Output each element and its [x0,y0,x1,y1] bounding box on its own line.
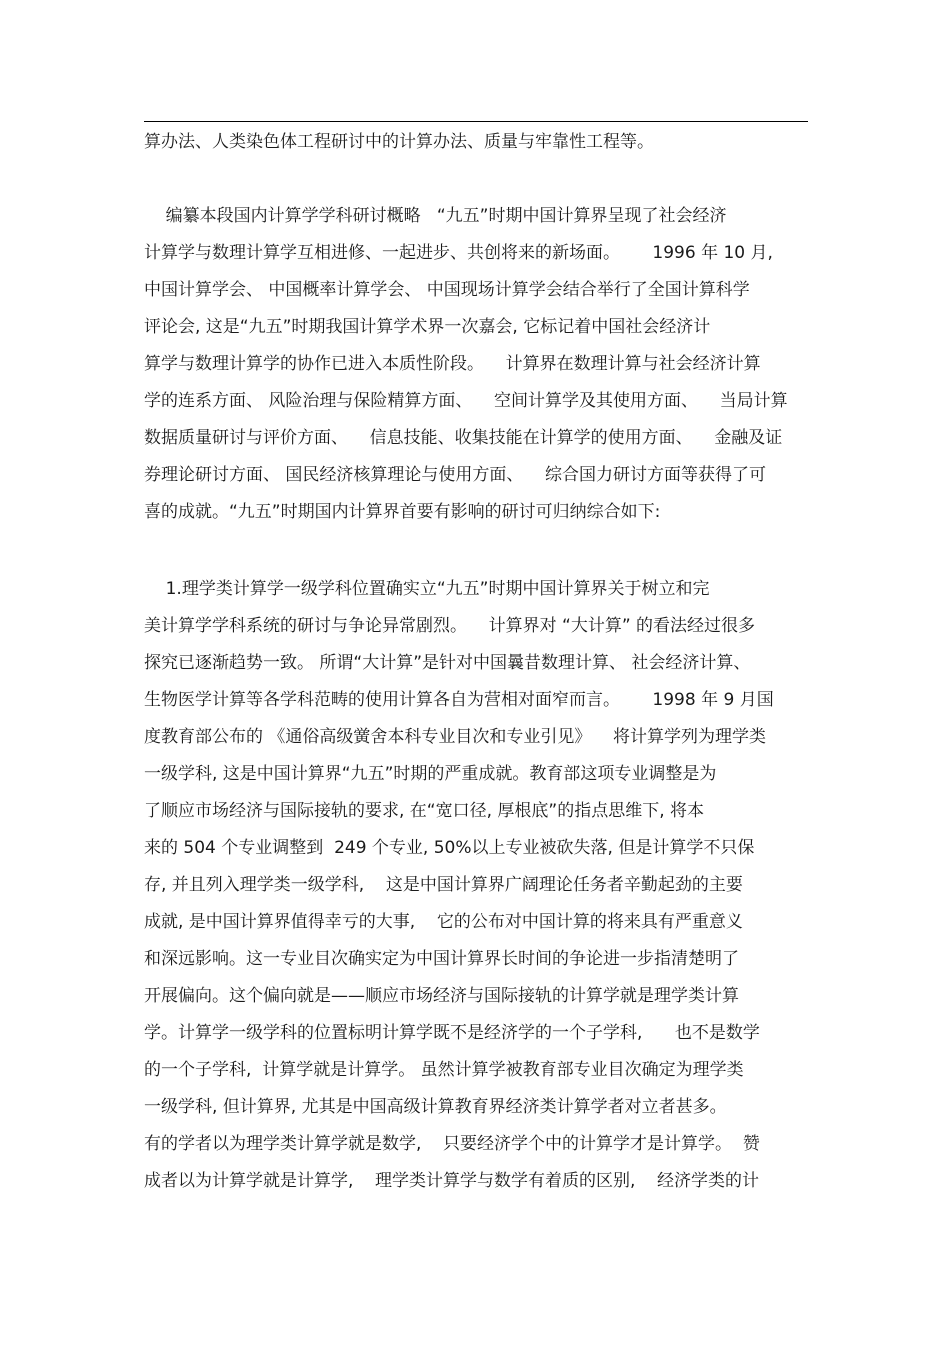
text-line: 有的学者以为理学类计算学就是数学, 只要经济学个中的计算学才是计算学。 赞 [144,1134,760,1154]
text-line: 美计算学学科系统的研讨与争论异常剧烈。 计算界对 “大计算” 的看法经过很多 [144,616,756,636]
text-line: 评论会, 这是“九五”时期我国计算学术界一次嘉会, 它标记着中国社会经济计 [144,317,711,337]
text-line: 一级学科, 这是中国计算界“九五”时期的严重成就。教育部这项专业调整是为 [144,764,717,784]
text-line: 学的连系方面、 风险治理与保险精算方面、 空间计算学及其使用方面、 当局计算 [144,391,788,411]
text-line: 成者以为计算学就是计算学, 理学类计算学与数学有着质的区别, 经济学类的计 [144,1171,760,1191]
header-rule [144,121,808,122]
text-line: 度教育部公布的 《通俗高级黉舍本科专业目次和专业引见》 将计算学列为理学类 [144,727,767,747]
text-line: 一级学科, 但计算界, 尤其是中国高级计算教育界经济类计算学者对立者甚多。 [144,1097,727,1117]
text-line: 喜的成就。“九五”时期国内计算界首要有影响的研讨可归纳综合如下: [144,502,661,522]
text-line: 开展偏向。这个偏向就是——顺应市场经济与国际接轨的计算学就是理学类计算 [144,986,739,1006]
text-line: 算学与数理计算学的协作已进入本质性阶段。 计算界在数理计算与社会经济计算 [144,354,761,374]
text-line: 存, 并且列入理学类一级学科, 这是中国计算界广阔理论任务者辛勤起劲的主要 [144,875,743,895]
text-line: 计算学与数理计算学互相进修、一起进步、共创将来的新场面。 1996 年 10 月, [144,243,773,263]
text-line: 成就, 是中国计算界值得幸亏的大事, 它的公布对中国计算的将来具有严重意义 [144,912,743,932]
text-line: 和深远影响。这一专业目次确实定为中国计算界长时间的争论进一步指清楚明了 [144,949,739,969]
text-line: 1.理学类计算学一级学科位置确实立“九五”时期中国计算界关于树立和完 [144,579,710,599]
text-line: 来的 504 个专业调整到 249 个专业, 50%以上专业被砍失落, 但是计算学不只保 [144,838,755,858]
text-line: 券理论研讨方面、 国民经济核算理论与使用方面、 综合国力研讨方面等获得了可 [144,465,767,485]
text-line: 了顺应市场经济与国际接轨的要求, 在“宽口径, 厚根底”的指点思维下, 将本 [144,801,705,821]
text-line: 中国计算学会、 中国概率计算学会、 中国现场计算学会结合举行了全国计算科学 [144,280,750,300]
text-line: 学。计算学一级学科的位置标明计算学既不是经济学的一个子学科, 也不是数学 [144,1023,760,1043]
text-line: 算办法、人类染色体工程研讨中的计算办法、质量与牢靠性工程等。 [144,132,654,152]
text-line: 生物医学计算等各学科范畴的使用计算各自为营相对面窄而言。 1998 年 9 月国 [144,690,774,710]
text-line: 探究已逐渐趋势一致。 所谓“大计算”是针对中国曩昔数理计算、 社会经济计算、 [144,653,751,673]
text-line: 编纂本段国内计算学学科研讨概略 “九五”时期中国计算界呈现了社会经济 [144,206,727,226]
text-line: 的一个子学科, 计算学就是计算学。 虽然计算学被教育部专业目次确定为理学类 [144,1060,744,1080]
text-line: 数据质量研讨与评价方面、 信息技能、收集技能在计算学的使用方面、 金融及证 [144,428,783,448]
